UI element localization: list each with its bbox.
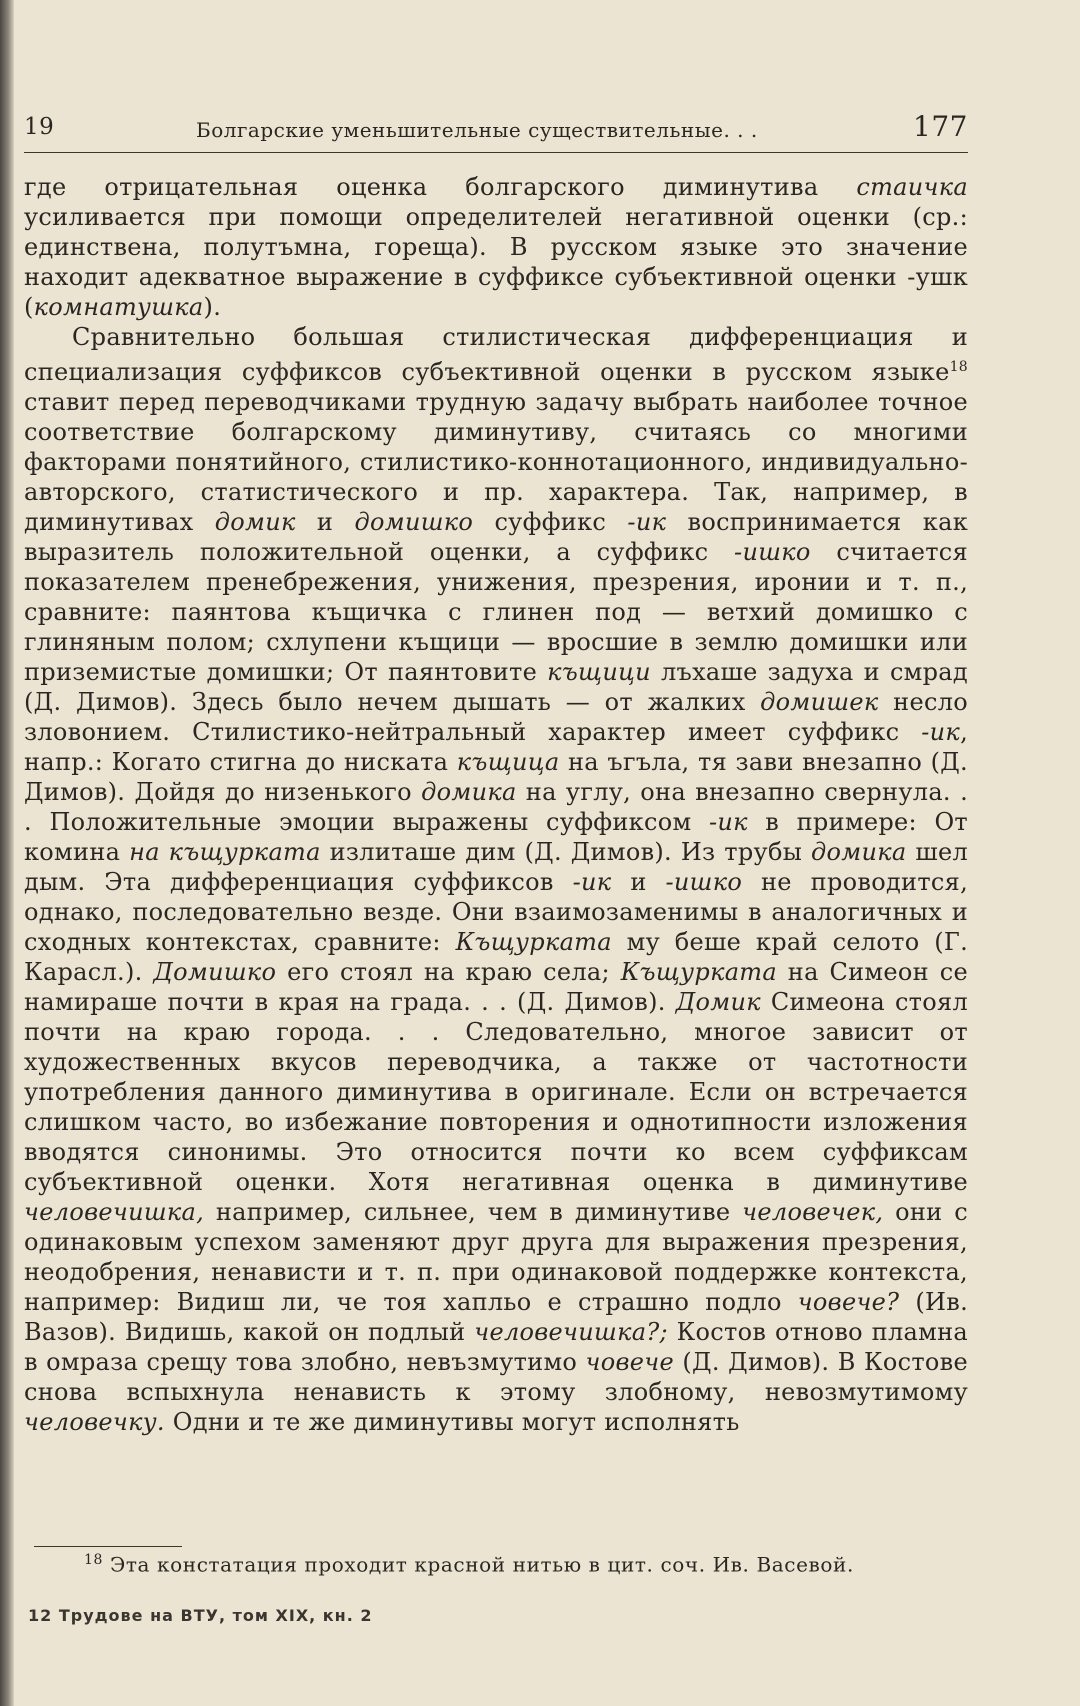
running-header (24, 110, 968, 146)
paragraph-2: Сравнительно большая стилистическая дифференциация и специализация суффиксов субъективной оценки в русском языке$^{18}$ ставит перед переводчиками трудную задачу выбрать наиболее точное соответствие болгарскому диминутиву, считаясь со многими факторами понятийного, стилистико-коннотационного, индивидуально-авторского, статистического и пр. характера. Так, например, в диминутивах домик и домишко суффикс -ик воспринимается как выразитель положительной оценки, а суффикс -ишко считается показателем пренебрежения, унижения, презрения, иронии и т. п., сравните: паянтова къщичка с глинен под — ветхий домишко с глиняным полом; схлупени къщици — вросшие в землю домишки или приземистые домишки; От паянтовите къщици лъхаше задуха и смрад (Д. Димов). Здесь было нечем дышать — от жалких домишек несло зловонием. Стилистико-нейтральный характер имеет суффикс -ик, напр.: Когато стигна до ниската къщица на ъгъла, тя зави внезапно (Д. Димов). Дойдя до низенького домика на углу, она внезапно свернула. . . Положительные эмоции выражены суффиксом -ик в примере: От комина на къщурката излиташе дим (Д. Димов). Из трубы домика шел дым. Эта дифференциация суффиксов -ик и -ишко не проводится, однако, последовательно везде. Они взаимозаменимы в аналогичных и сходных контекстах, сравните: Къщурката му беше край селото (Г. Карасл.). Домишко его стоял на краю села; Къщурката на Симеон се намираше почти в края на града. . . (Д. Димов). Домик Симеона стоял почти на краю города. . . Следовательно, многое зависит от художественных вкусов переводчика, а также от частотности употребления данного диминутива в оригинале. Если он встречается слишком часто, во избежание повторения и однотипности изложения вводятся синонимы. Это относится почти ко всем суффиксам субъективной оценки. Хотя негативная оценка в диминутиве человечишка, например, сильнее, чем в диминутиве человечек, они с одинаковым успехом заменяют друг друга для выражения презрения, неодобрения, ненависти и т. п. при одинаковой поддержке контекста, например: Видиш ли, че тоя хапльо е страшно подло човече? (Ив. Вазов). Видишь, какой он подлый человечишка?; Костов отново пламна в омраза срещу това злобно, невъзмутимо човече (Д. Димов). В Костове снова вспыхнула ненависть к этому злобному, невозмутимому человечку. Одни и те же диминутивы могут исполнять (24, 323, 969, 1436)
header-title: Болгарские уменьшительные существительные. . . (196, 118, 758, 142)
header-rule (24, 152, 968, 153)
main-text (24, 172, 968, 1437)
printer-signature: 12 Трудове на ВТУ, том XIX, кн. 2 (28, 1606, 373, 1625)
page-number: 177 (913, 110, 968, 143)
header-left-number: 19 (24, 114, 55, 140)
footnote-text: Эта констатация проходит красной нитью в цит. соч. Ив. Васевой. (103, 1552, 854, 1577)
paragraph-1: где отрицательная оценка болгарского диминутива стаичка усиливается при помощи определителей негативной оценки (ср.: единствена, полутъмна, гореща). В русском языке это значение находит адекватное выражение в суффиксе субъективной оценки -ушк (комнатушка). (24, 173, 968, 321)
footnote-number: 18 (84, 1552, 104, 1568)
footnote-ref: 18 (949, 359, 968, 375)
footnote (84, 1552, 974, 1577)
book-spine-shadow (0, 0, 14, 1706)
page (24, 0, 1064, 1706)
footnote-rule (34, 1546, 182, 1547)
